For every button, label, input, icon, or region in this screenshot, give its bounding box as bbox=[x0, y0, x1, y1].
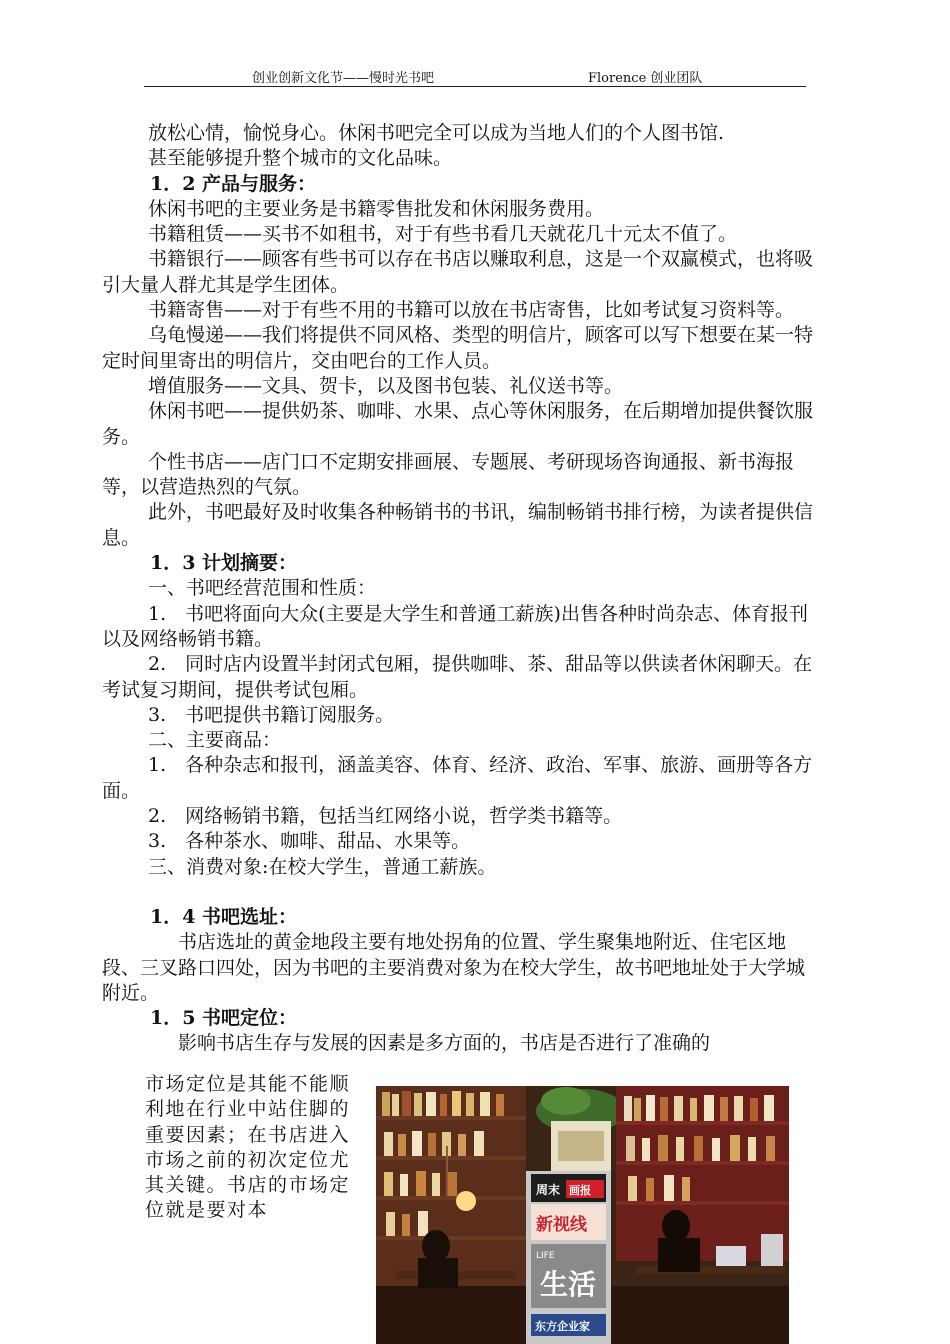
list-item: 2. 网络畅销书籍，包括当红网络小说，哲学类书籍等。 bbox=[148, 805, 623, 828]
section-heading: 1．4 书吧选址： bbox=[150, 905, 298, 928]
paragraph: 休闲书吧的主要业务是书籍零售批发和休闲服务费用。 bbox=[148, 197, 605, 220]
paragraph: 三、消费对象:在校大学生，普通工薪族。 bbox=[148, 855, 497, 878]
paragraph: 休闲书吧——提供奶茶、咖啡、水果、点心等休闲服务，在后期增加提供餐饮服务。 bbox=[102, 400, 814, 448]
paragraph: 增值服务——文具、贺卡，以及图书包装、礼仪送书等。 bbox=[148, 374, 624, 397]
paragraph: 个性书店——店门口不定期安排画展、专题展、考研现场咨询通报、新书海报等，以营造热烈的气氛。 bbox=[102, 450, 795, 499]
header-team: Florence 创业团队 bbox=[588, 71, 703, 86]
paragraph: 书店选址的黄金地段主要有地处拐角的位置、学生聚集地附近、住宅区地段、三叉路口四处，因为书吧的主要消费对象为在校大学生，故书吧地址处于大学城附近。 bbox=[102, 931, 806, 1004]
header-title: 创业创新文化节——慢时光书吧 bbox=[252, 71, 435, 86]
list-item: 1. 各种杂志和报刊，涵盖美容、体育、经济、政治、军事、旅游、画册等各方面。 bbox=[102, 754, 813, 802]
bookstore-illustration bbox=[376, 1086, 789, 1344]
magazine-big-label: 生活 bbox=[540, 1268, 597, 1301]
body-text bbox=[102, 121, 822, 1057]
paragraph: 一、书吧经营范围和性质： bbox=[148, 577, 377, 600]
paragraph: 二、主要商品： bbox=[148, 729, 282, 752]
wrapped-paragraph bbox=[145, 1072, 367, 1224]
paragraph: 书籍租赁——买书不如租书，对于有些书看几天就花几十元太不值了。 bbox=[148, 223, 738, 246]
magazine-top-label: 周末 bbox=[536, 1183, 561, 1197]
paragraph: 影响书店生存与发展的因素是多方面的，书店是否进行了准确的 bbox=[178, 1032, 711, 1055]
magazine-title-label: 新视线 bbox=[536, 1215, 587, 1235]
section-heading: 1．5 书吧定位： bbox=[150, 1007, 298, 1030]
paragraph: 乌龟慢递——我们将提供不同风格、类型的明信片，顾客可以写下想要在某一特定时间里寄出的明信片，交由吧台的工作人员。 bbox=[102, 324, 814, 372]
paragraph: 放松心情，愉悦身心。休闲书吧完全可以成为当地人们的个人图书馆. bbox=[148, 122, 725, 144]
magazine-brand-label: 画报 bbox=[569, 1184, 591, 1197]
list-item: 2. 同时店内设置半封闭式包厢，提供咖啡、茶、甜品等以供读者休闲聊天。在考试复习期间，提供考试包厢。 bbox=[102, 653, 813, 701]
spacer bbox=[102, 880, 822, 905]
list-item: 3. 书吧提供书籍订阅服务。 bbox=[148, 703, 395, 726]
paragraph: 书籍银行——顾客有些书可以存在书店以赚取利息，这是一个双赢模式，也将吸引大量人群尤其是学生团体。 bbox=[102, 248, 814, 296]
list-item: 1. 书吧将面向大众(主要是大学生和普通工薪族)出售各种时尚杂志、体育报刊以及网络畅销书籍。 bbox=[102, 602, 808, 650]
paragraph: 书籍寄售——对于有些不用的书籍可以放在书店寄售，比如考试复习资料等。 bbox=[148, 299, 795, 322]
magazine-bottom-label: 东方企业家 bbox=[535, 1320, 590, 1333]
bookstore-photo bbox=[376, 1086, 789, 1344]
page-header bbox=[144, 64, 806, 87]
paragraph: 此外，书吧最好及时收集各种畅销书的书讯，编制畅销书排行榜，为读者提供信息。 bbox=[102, 501, 814, 549]
section-heading: 1．2 产品与服务： bbox=[150, 172, 317, 195]
section-heading: 1．3 计划摘要： bbox=[150, 552, 298, 575]
list-item: 3. 各种茶水、咖啡、甜品、水果等。 bbox=[148, 830, 471, 853]
magazine-side-label: LIFE bbox=[536, 1251, 555, 1261]
paragraph: 市场定位是其能不能顺利地在行业中站住脚的重要因素；在书店进入市场之前的初次定位尤其关键。书店的市场定位就是要对本 bbox=[145, 1073, 351, 1222]
paragraph: 甚至能够提升整个城市的文化品味。 bbox=[148, 147, 453, 170]
